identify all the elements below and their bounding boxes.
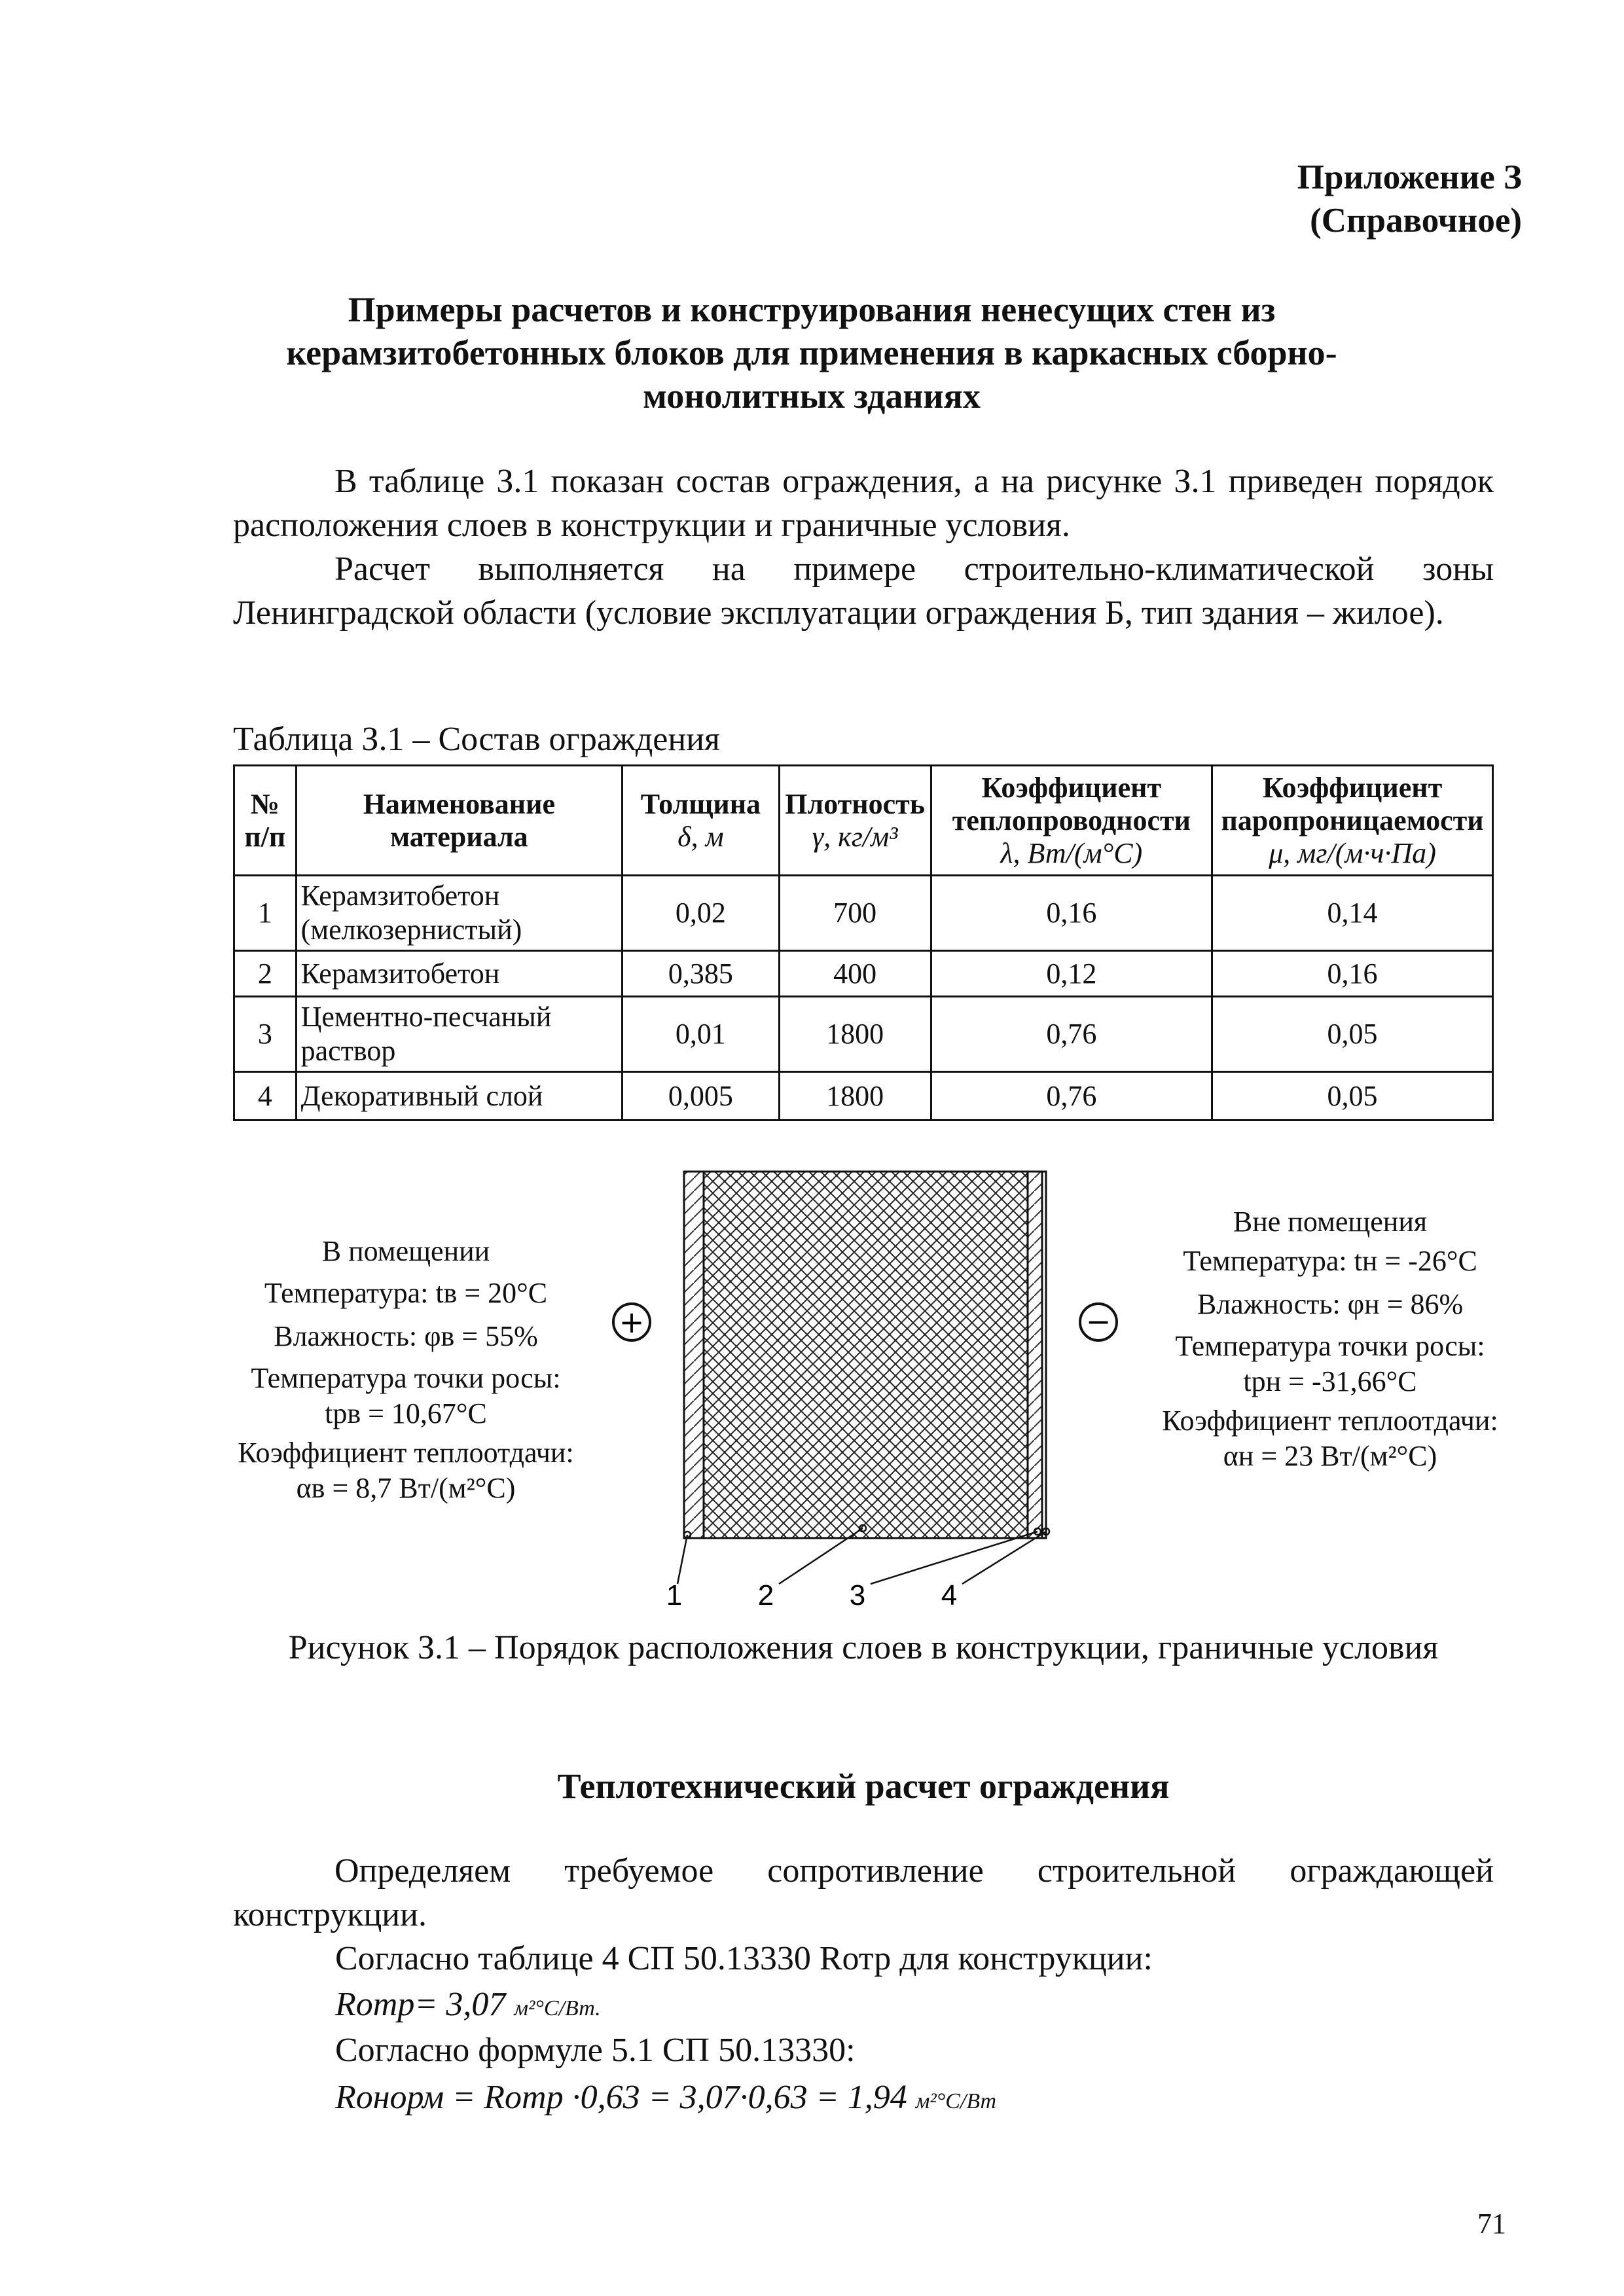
page-number: 71 [1477,2208,1506,2240]
inside-heading: В помещении [321,1235,490,1267]
header-name: Наименование материала [296,766,622,876]
cell-mu: 0,14 [1212,876,1493,951]
cell-lambda: 0,76 [931,997,1212,1072]
header-conductivity: Коэффициент теплопроводности λ, Вт/(м°С) [931,766,1212,876]
cell-num: 2 [234,951,297,997]
composition-table [233,764,1494,1121]
inside-coef-label: Коэффициент теплоотдачи: [238,1437,574,1469]
formula-2: Rонорм = Rотр ·0,63 = 3,07·0,63 = 1,94 м²°С/Вт [335,2079,997,2116]
inside-humidity: Влажность: φв = 55% [274,1320,538,1352]
table-row [234,1072,1493,1121]
cell-thickness: 0,02 [623,876,780,951]
cell-mu: 0,05 [1212,997,1493,1072]
cell-density: 1800 [779,997,931,1072]
intro-paragraph-1: В таблице З.1 показан состав ограждения, а на рисунке З.1 приведен порядок расположения слоев в конструкции и граничные условия. [233,463,1494,544]
cell-density: 700 [779,876,931,951]
table-caption: Таблица З.1 – Состав ограждения [233,721,720,758]
cell-num: 4 [234,1072,297,1121]
outside-humidity: Влажность: φн = 86% [1197,1288,1464,1320]
cell-density: 400 [779,951,931,997]
cell-mu: 0,05 [1212,1072,1493,1121]
cell-thickness: 0,005 [623,1072,780,1121]
cell-name: Керамзитобетон (мелкозернистый) [296,876,622,951]
header-permeability: Коэффициент паропроницаемости μ, мг/(м·ч·Па) [1212,766,1493,876]
section-paragraph-1: Определяем требуемое сопротивление строительной ограждающей конструкции. [233,1852,1494,1933]
header-density: Плотность γ, кг/м³ [779,766,931,876]
document-title: Примеры расчетов и конструирования ненесущих стен из керамзитобетонных блоков для применения в каркасных сборно-монолитных зданиях [286,290,1337,416]
table-row [234,997,1493,1072]
outside-coef-label: Коэффициент теплоотдачи: [1162,1405,1498,1437]
outside-temp: Температура: tн = -26°С [1183,1245,1477,1277]
cell-num: 3 [234,997,297,1072]
cell-lambda: 0,12 [931,951,1212,997]
formula-1: Rотр= 3,07 м²°С/Вт. [335,1986,601,2023]
section-heading: Теплотехнический расчет ограждения [557,1767,1170,1806]
appendix-type: (Справочное) [1310,202,1522,240]
cell-mu: 0,16 [1212,951,1493,997]
layer-2 [704,1172,1028,1538]
outside-heading: Вне помещения [1233,1206,1428,1238]
wall-diagram [0,1152,1624,1610]
cell-density: 1800 [779,1072,931,1121]
minus-sign: − [1085,1304,1111,1339]
cell-lambda: 0,16 [931,876,1212,951]
plus-sign: + [619,1304,645,1340]
layer-label-1: 1 [666,1579,683,1610]
table-row [234,876,1493,951]
section-paragraph-2: Согласно таблице 4 СП 50.13330 Rотр для конструкции: [335,1940,1153,1977]
layer-label-3: 3 [849,1579,866,1610]
header-num: № п/п [234,766,297,876]
section-paragraph-3: Согласно формуле 5.1 СП 50.13330: [335,2032,856,2069]
intro-paragraph-2: Расчет выполняется на примере строительно-климатической зоны Ленинградской области (условие эксплуатации ограждения Б, тип здания – жилое). [233,550,1494,632]
inside-conditions [236,1234,576,1506]
layer-3 [1028,1172,1042,1538]
inside-coef-value: αв = 8,7 Вт/(м²°С) [296,1472,516,1504]
header-thickness: Толщина δ, м [623,766,780,876]
outside-dew-label: Температура точки росы: [1175,1330,1485,1362]
figure-caption: Рисунок З.1 – Порядок расположения слоев в конструкции, граничные условия [288,1629,1439,1666]
appendix-label: Приложение З [1297,158,1522,196]
layer-label-2: 2 [757,1579,774,1610]
outside-dew-value: tрн = -31,66°С [1243,1365,1417,1397]
layer-4 [1042,1172,1046,1538]
outside-coef-value: αн = 23 Вт/(м²°С) [1223,1440,1437,1472]
cell-thickness: 0,01 [623,997,780,1072]
table-row [234,951,1493,997]
layer-1 [684,1172,704,1538]
layer-label-4: 4 [941,1579,958,1610]
inside-dew-label: Температура точки росы: [251,1362,561,1394]
cell-num: 1 [234,876,297,951]
inside-dew-value: tрв = 10,67°С [325,1397,487,1429]
cell-lambda: 0,76 [931,1072,1212,1121]
cell-thickness: 0,385 [623,951,780,997]
inside-temp: Температура: tв = 20°С [264,1277,548,1309]
cell-name: Цементно-песчаный раствор [296,997,622,1072]
outside-conditions [1153,1204,1507,1474]
cell-name: Керамзитобетон [296,951,622,997]
cell-name: Декоративный слой [296,1072,622,1121]
